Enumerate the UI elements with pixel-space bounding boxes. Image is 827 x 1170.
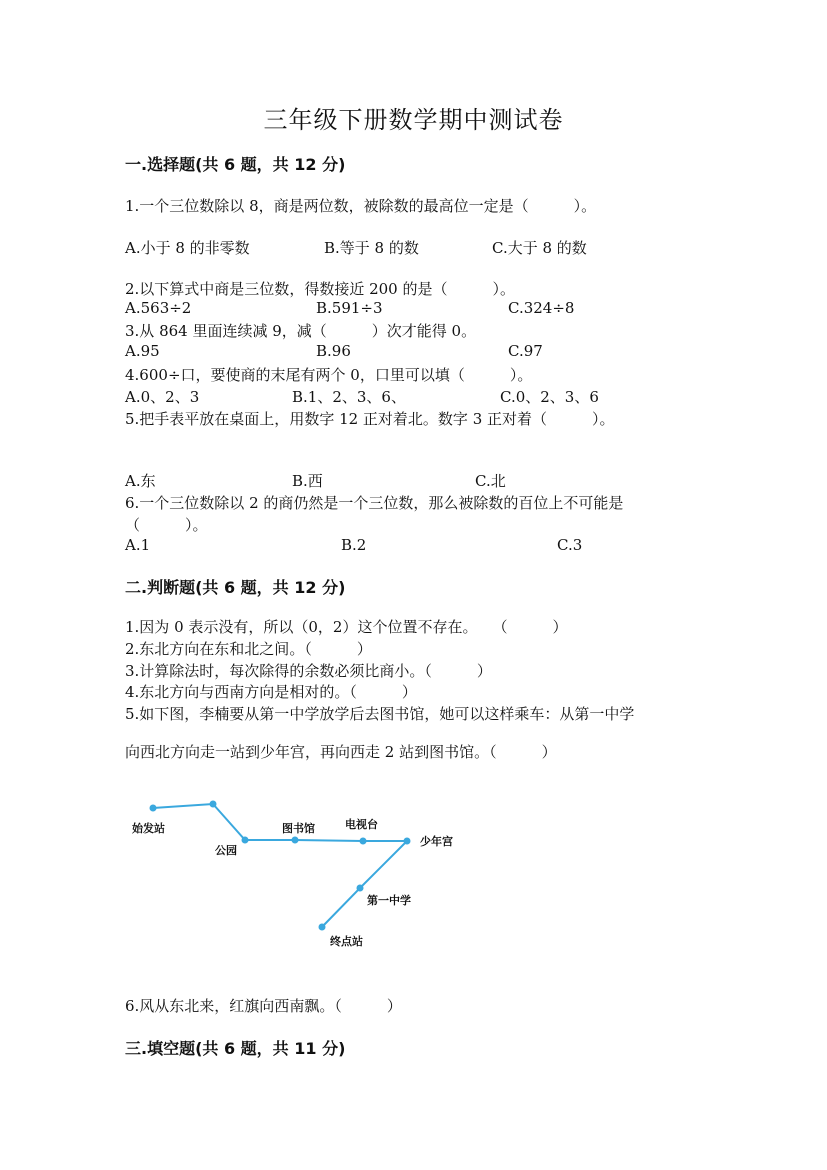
question-5-option-c: C.北 bbox=[475, 472, 506, 490]
question-3-stem: 3.从 864 里面连续减 9，减（ ）次才能得 0。 bbox=[125, 322, 477, 340]
question-3-option-c: C.97 bbox=[508, 342, 543, 360]
section-heading-judge: 二.判断题(共 6 题，共 12 分) bbox=[125, 578, 346, 597]
question-6-stem-continued: （ ）。 bbox=[125, 516, 208, 534]
judge-question-5-continued: 向西北方向走一站到少年宫，再向西走 2 站到图书馆。（ ） bbox=[125, 743, 557, 761]
question-1-stem: 1.一个三位数除以 8，商是两位数，被除数的最高位一定是（ ）。 bbox=[125, 197, 597, 215]
judge-question-1: 1.因为 0 表示没有，所以（0，2）这个位置不存在。 （ ） bbox=[125, 618, 568, 636]
question-5-stem: 5.把手表平放在桌面上，用数字 12 正对着北。数字 3 正对着（ ）。 bbox=[125, 410, 615, 428]
stop-park-dot bbox=[242, 837, 249, 844]
stop-tv-dot bbox=[360, 838, 367, 845]
stop-start-label: 始发站 bbox=[132, 822, 165, 835]
stop-start-dot bbox=[150, 805, 157, 812]
judge-question-2: 2.东北方向在东和北之间。（ ） bbox=[125, 640, 372, 658]
question-6-stem: 6.一个三位数除以 2 的商仍然是一个三位数，那么被除数的百位上不可能是 bbox=[125, 494, 624, 512]
stop-end-label: 终点站 bbox=[330, 935, 363, 948]
question-3-option-b: B.96 bbox=[316, 342, 351, 360]
question-2-stem: 2.以下算式中商是三位数，得数接近 200 的是（ ）。 bbox=[125, 280, 515, 298]
question-4-option-b: B.1、2、3、6、 bbox=[292, 388, 406, 406]
question-2-option-b: B.591÷3 bbox=[316, 299, 383, 317]
question-3-option-a: A.95 bbox=[125, 342, 160, 360]
stop-library-label: 图书馆 bbox=[282, 822, 315, 835]
question-5-option-a: A.东 bbox=[125, 472, 156, 490]
question-4-option-c: C.0、2、3、6 bbox=[500, 388, 599, 406]
judge-question-5: 5.如下图，李楠要从第一中学放学后去图书馆，她可以这样乘车：从第一中学 bbox=[125, 705, 635, 723]
question-1-option-b: B.等于 8 的数 bbox=[324, 239, 419, 257]
judge-question-3: 3.计算除法时，每次除得的余数必须比商小。（ ） bbox=[125, 662, 492, 680]
stop-tv-label: 电视台 bbox=[345, 818, 378, 831]
question-1-option-a: A.小于 8 的非零数 bbox=[125, 239, 250, 257]
stop-school-dot bbox=[357, 885, 364, 892]
question-2-option-a: A.563÷2 bbox=[125, 299, 192, 317]
bus-route-map bbox=[125, 790, 485, 950]
judge-question-6: 6.风从东北来，红旗向西南飘。（ ） bbox=[125, 997, 402, 1015]
route-line-lower bbox=[322, 841, 407, 927]
question-2-option-c: C.324÷8 bbox=[508, 299, 575, 317]
stop-park-label: 公园 bbox=[215, 844, 237, 857]
question-4-option-a: A.0、2、3 bbox=[125, 388, 200, 406]
stop-school-label: 第一中学 bbox=[367, 894, 411, 907]
stop-youth-label: 少年宫 bbox=[420, 835, 453, 848]
section-heading-fill: 三.填空题(共 6 题，共 11 分) bbox=[125, 1039, 346, 1058]
page-title: 三年级下册数学期中测试卷 bbox=[263, 106, 564, 134]
question-6-option-a: A.1 bbox=[125, 536, 151, 554]
stop-bend-dot bbox=[210, 801, 217, 808]
question-6-option-b: B.2 bbox=[341, 536, 367, 554]
question-4-stem: 4.600÷口，要使商的末尾有两个 0，口里可以填（ ）。 bbox=[125, 366, 533, 384]
question-1-option-c: C.大于 8 的数 bbox=[492, 239, 587, 257]
stop-library-dot bbox=[292, 837, 299, 844]
question-5-option-b: B.西 bbox=[292, 472, 323, 490]
stop-end-dot bbox=[319, 924, 326, 931]
judge-question-4: 4.东北方向与西南方向是相对的。（ ） bbox=[125, 683, 417, 701]
question-6-option-c: C.3 bbox=[557, 536, 583, 554]
stop-youth-dot bbox=[404, 838, 411, 845]
section-heading-choice: 一.选择题(共 6 题，共 12 分) bbox=[125, 155, 346, 174]
